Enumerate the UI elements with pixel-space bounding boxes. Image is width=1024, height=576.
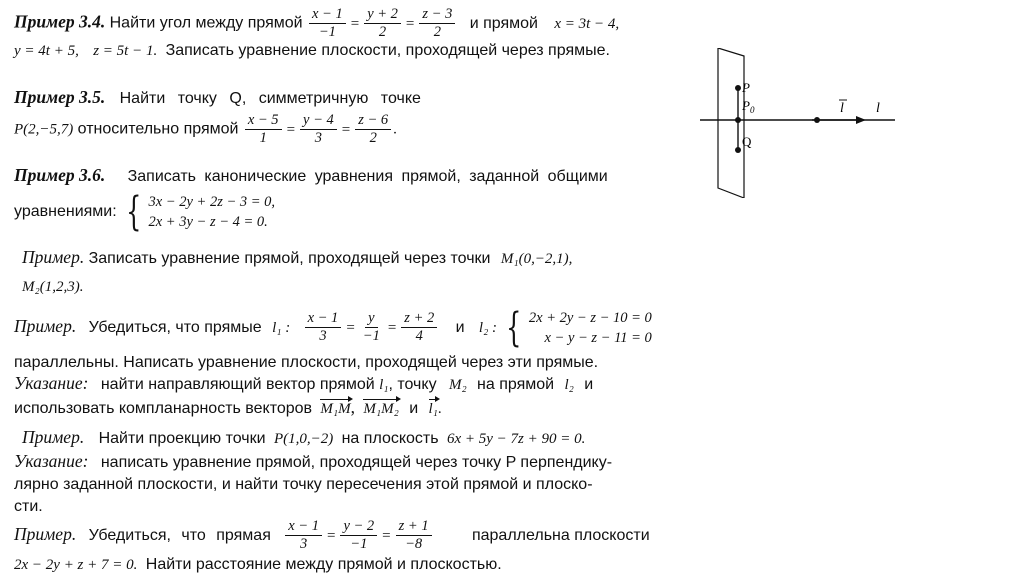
fraction: $\frac{x - 1}{3}$: [285, 518, 322, 553]
example-7-label: Пример.: [14, 524, 77, 544]
label-l-vector: l: [840, 101, 844, 116]
point-on-line: [814, 117, 820, 123]
fraction: $\frac{x - 1}{3}$: [305, 310, 342, 345]
example-3-6-text-2: уравнениями:: [14, 203, 117, 220]
line-l2-label: l₂ :: [478, 320, 498, 336]
example-6-label: Пример.: [22, 427, 85, 447]
example-3-5-text-1: Найти точку Q, симметричную точке: [119, 90, 421, 107]
fraction: $\frac{z + 2}{4}$: [401, 310, 437, 345]
equation-system: { 3x − 2y + 2z − 3 = 0, 2x + 3y − z − 4 = 0.: [126, 188, 276, 235]
example-3-5-point: P(2,−5,7): [14, 121, 74, 138]
hint-label: Указание:: [14, 373, 89, 393]
example-3-4-text-2: и прямой: [469, 14, 538, 32]
example-4-label: Пример.: [22, 247, 85, 267]
example-3-4-formula-z: z = 5t − 1.: [93, 43, 158, 59]
fraction: $\frac{z + 1}{-8}$: [396, 518, 432, 553]
example-5-text-1: Убедиться, что прямые: [88, 319, 262, 336]
example-7-line-2: 2x − 2y + z + 7 = 0. Найти расстояние между прямой и плоскостью.: [14, 556, 502, 573]
example-3-6-label: Пример 3.6.: [14, 165, 106, 185]
vector-m1m2: M₁M₂: [363, 398, 398, 420]
example-3-5-label: Пример 3.5.: [14, 87, 106, 107]
example-5-text-2: параллельны. Написать уравнение плоскости, проходящей через эти прямые.: [14, 354, 599, 371]
example-3-4-text-3: Записать уравнение плоскости, проходящей через прямые.: [165, 42, 610, 59]
plane-shape: [718, 48, 744, 198]
point-q: [735, 147, 741, 153]
example-4-point-m2: M₂(1,2,3).: [22, 279, 84, 295]
fraction: $\frac{z - 6}{2}$: [355, 112, 391, 147]
example-5-hint-line-1: Указание: найти направляющий вектор прямой l₁, точку M₂ на прямой l₂ и: [14, 373, 594, 393]
fraction: $\frac{z - 3}{2}$: [419, 6, 455, 41]
example-3-5-text-2: относительно прямой: [77, 120, 239, 138]
example-3-6-text-1: Записать канонические уравнения прямой, заданной общими: [127, 168, 608, 185]
label-p0: $P_0$: [742, 98, 755, 115]
example-6-hint-line-3: сти.: [14, 498, 43, 515]
example-3-4-formula-x: x = 3t − 4,: [554, 15, 620, 32]
equation-system: { 2x + 2y − z − 10 = 0 x − y − z − 11 = 0: [506, 304, 652, 351]
example-6-hint-line-1: Указание: написать уравнение прямой, проходящей через точку P перпендику-: [14, 451, 613, 471]
example-4-text-1: Записать уравнение прямой, проходящей через точки: [88, 250, 491, 267]
fraction: $\frac{x - 5}{1}$: [245, 112, 282, 147]
example-3-4-label: Пример 3.4.: [14, 11, 106, 32]
example-3-4-line-1: Пример 3.4. Найти угол между прямой $\frac{x - 1}{-1}$ = $\frac{y + 2}{2}$ = $\frac{z - 3}{2}$ и прямой x = 3t − 4,: [14, 6, 620, 40]
example-4-line-2: [22, 274, 83, 298]
example-5-hint-line-2: использовать компланарность векторов M₁M, M₁M₂ и l₁.: [14, 396, 442, 420]
point-p0: [735, 117, 741, 123]
vector-l1: l₁: [429, 398, 438, 420]
example-5-label: Пример.: [14, 316, 77, 336]
fraction: $\frac{y - 2}{-1}$: [340, 518, 377, 553]
line-l1-label: l₁ :: [272, 320, 291, 336]
label-p: P: [742, 80, 750, 95]
fraction: $\frac{y + 2}{2}$: [364, 6, 401, 41]
example-5-line-2: [14, 350, 598, 374]
plane-line-diagram: [700, 48, 910, 198]
hint-label: Указание:: [14, 451, 89, 471]
example-3-4-text-1: Найти угол между прямой: [109, 14, 303, 32]
fraction: $\frac{y - 4}{3}$: [300, 112, 337, 147]
example-3-6-line-1: [14, 164, 608, 188]
point-p: [735, 85, 741, 91]
example-6-hint-line-2: лярно заданной плоскости, и найти точку пересечения этой прямой и плоско-: [14, 476, 593, 493]
example-3-6-line-2: [14, 188, 276, 235]
example-5-line-1: Пример. Убедиться, что прямые l₁ : $\frac{x - 1}{3}$ = $\frac{y}{-1}$ = $\frac{z + 2}{4}$ и l₂ : { 2x + 2y − z − 10 = 0 x − y − z − 11 = 0: [14, 304, 652, 351]
example-3-5-line-1: [14, 86, 421, 110]
example-4-point-m1: M₁(0,−2,1),: [500, 251, 573, 267]
label-l: l: [876, 101, 880, 116]
example-4-line-1: [22, 246, 572, 270]
label-q: Q: [742, 134, 752, 149]
arrow-head: [856, 116, 866, 124]
example-3-4-line-2: [14, 38, 610, 62]
vector-m1m: M₁M: [320, 398, 350, 420]
example-3-4-formula-y: y = 4t + 5,: [14, 43, 79, 59]
fraction: $\frac{y}{-1}$: [362, 310, 380, 345]
example-3-5-line-2: P(2,−5,7) относительно прямой $\frac{x - 5}{1}$ = $\frac{y - 4}{3}$ = $\frac{z - 6}{2}$ .: [14, 112, 397, 146]
example-6-line-1: Пример. Найти проекцию точки P(1,0,−2) на плоскость 6x + 5y − 7z + 90 = 0.: [22, 427, 586, 447]
example-7-line-1: Пример. Убедиться, что прямая $\frac{x - 1}{3}$ = $\frac{y - 2}{-1}$ = $\frac{z + 1}{-8}$ параллельна плоскости: [14, 518, 650, 553]
fraction: $\frac{x - 1}{-1}$: [309, 6, 346, 41]
